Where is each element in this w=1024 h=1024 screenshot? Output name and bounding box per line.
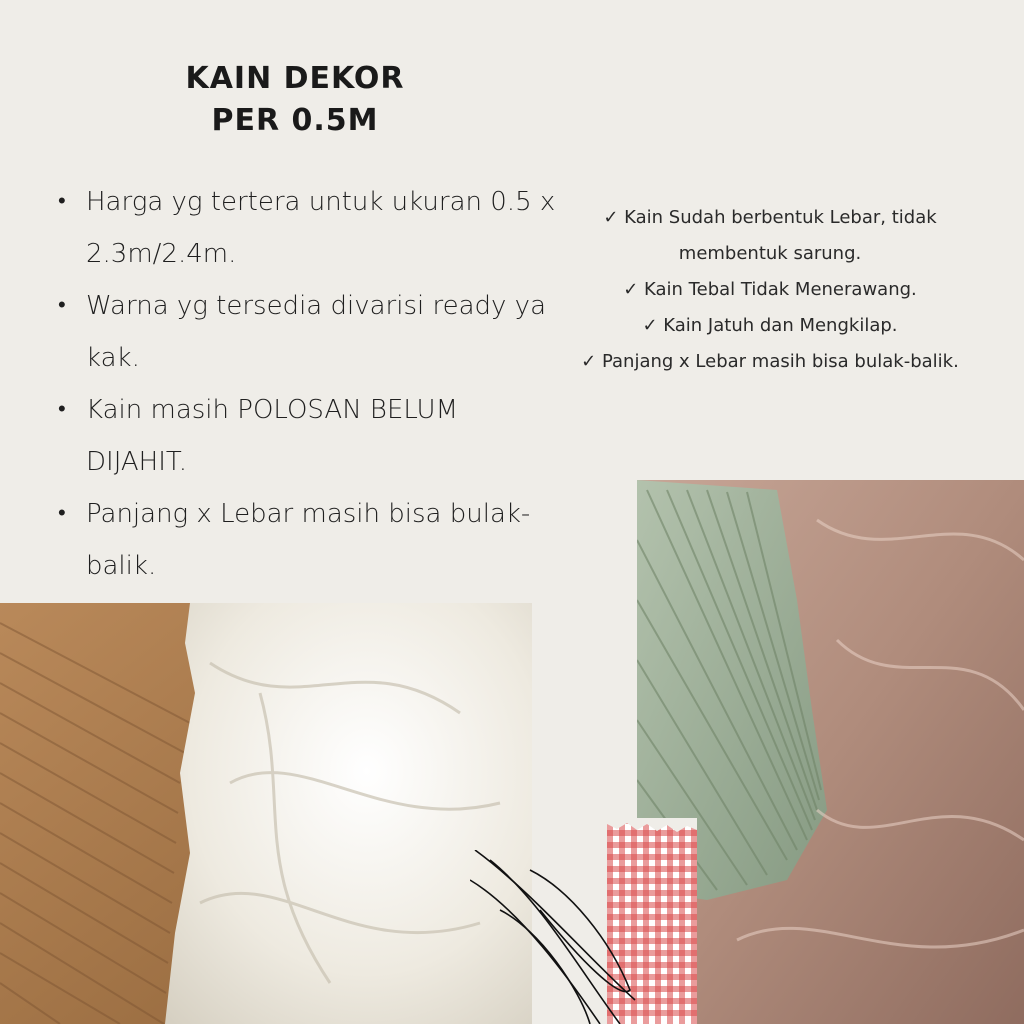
check-item-shiny: ✓ Kain Jatuh dan Mengkilap. [642, 315, 898, 336]
info-bullet-list [58, 176, 558, 592]
bullet-dot-icon: • [58, 501, 66, 526]
bullet-item-size: • Panjang x Lebar masih bisa bulak-balik. [58, 488, 558, 592]
title-line-1: KAIN DEKOR [185, 61, 405, 96]
bullet-item-price: • Harga yg tertera untuk ukuran 0.5 x 2.3m/2.4m. [58, 176, 558, 280]
bullet-dot-icon: • [58, 397, 66, 422]
page-title [150, 58, 440, 142]
white-satin-fabric-photo [0, 603, 532, 1024]
bullet-item-plain: • Kain masih POLOSAN BELUM DIJAHIT. [58, 384, 558, 488]
bullet-dot-icon: • [58, 189, 66, 214]
check-item-size: ✓ Panjang x Lebar masih bisa bulak-balik. [581, 351, 959, 372]
check-item-thick: ✓ Kain Tebal Tidak Menerawang. [623, 279, 917, 300]
check-item-wide: ✓ Kain Sudah berbentuk Lebar, tidak membentuk sarung. [603, 207, 937, 264]
feature-check-list [560, 200, 980, 380]
scribble-decoration [470, 850, 640, 1024]
title-line-2: PER 0.5M [211, 103, 379, 138]
bullet-dot-icon: • [58, 293, 66, 318]
bullet-item-colors: • Warna yg tersedia divarisi ready ya kak. [58, 280, 558, 384]
